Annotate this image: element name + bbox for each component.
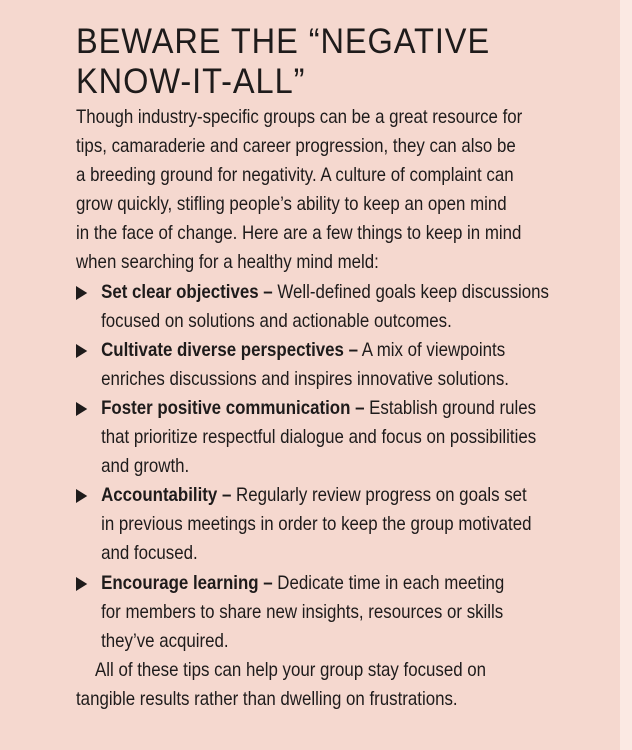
triangle-bullet-icon xyxy=(76,577,87,591)
tips-list xyxy=(76,278,560,656)
intro-line: grow quickly, stifling people’s ability to keep an open mind xyxy=(76,193,507,216)
closing-line: tangible results rather than dwelling on frustrations. xyxy=(76,687,458,710)
tip-item xyxy=(76,336,560,394)
tip-text: for members to share new insights, resources or skills xyxy=(101,600,504,623)
tip-item xyxy=(76,278,560,336)
tip-text: they’ve acquired. xyxy=(101,629,229,652)
closing-paragraph xyxy=(76,656,560,714)
intro-line: a breeding ground for negativity. A culture of complaint can xyxy=(76,164,514,187)
tip-term: Accountability – xyxy=(101,484,232,507)
tip-term: Set clear objectives – xyxy=(101,280,273,303)
triangle-bullet-icon xyxy=(76,344,87,358)
tip-text: and growth. xyxy=(101,455,190,478)
tip-text: Dedicate time in each meeting xyxy=(272,571,505,594)
tip-item xyxy=(76,569,560,656)
article-title xyxy=(76,22,490,102)
tip-term: Foster positive communication – xyxy=(101,396,365,419)
tip-item xyxy=(76,481,560,568)
title-line: KNOW-IT-ALL” xyxy=(76,62,306,101)
closing-line: All of these tips can help your group stay focused on xyxy=(95,658,487,681)
tip-item xyxy=(76,394,560,481)
intro-line: when searching for a healthy mind meld: xyxy=(76,251,379,274)
tip-text: Regularly review progress on goals set xyxy=(231,484,527,507)
intro-line: tips, camaraderie and career progression, they can also be xyxy=(76,135,516,158)
tip-text: focused on solutions and actionable outcomes. xyxy=(101,309,452,332)
tip-term: Cultivate diverse perspectives – xyxy=(101,338,358,361)
article-body xyxy=(76,103,560,714)
triangle-bullet-icon xyxy=(76,286,87,300)
intro-line: in the face of change. Here are a few things to keep in mind xyxy=(76,222,522,245)
page-edge xyxy=(620,0,632,750)
tip-term: Encourage learning – xyxy=(101,571,273,594)
title-line: BEWARE THE “NEGATIVE xyxy=(76,22,491,61)
tip-text: Establish ground rules xyxy=(364,396,537,419)
intro-paragraph xyxy=(76,103,560,278)
triangle-bullet-icon xyxy=(76,489,87,503)
triangle-bullet-icon xyxy=(76,402,87,416)
tip-text: enriches discussions and inspires innovative solutions. xyxy=(101,367,509,390)
tip-text: Well-defined goals keep discussions xyxy=(272,280,549,303)
tip-text: and focused. xyxy=(101,542,198,565)
tip-text: in previous meetings in order to keep the group motivated xyxy=(101,513,532,536)
tip-text: A mix of viewpoints xyxy=(357,338,506,361)
tip-text: that prioritize respectful dialogue and focus on possibilities xyxy=(101,426,537,449)
intro-line: Though industry-specific groups can be a great resource for xyxy=(76,106,523,128)
